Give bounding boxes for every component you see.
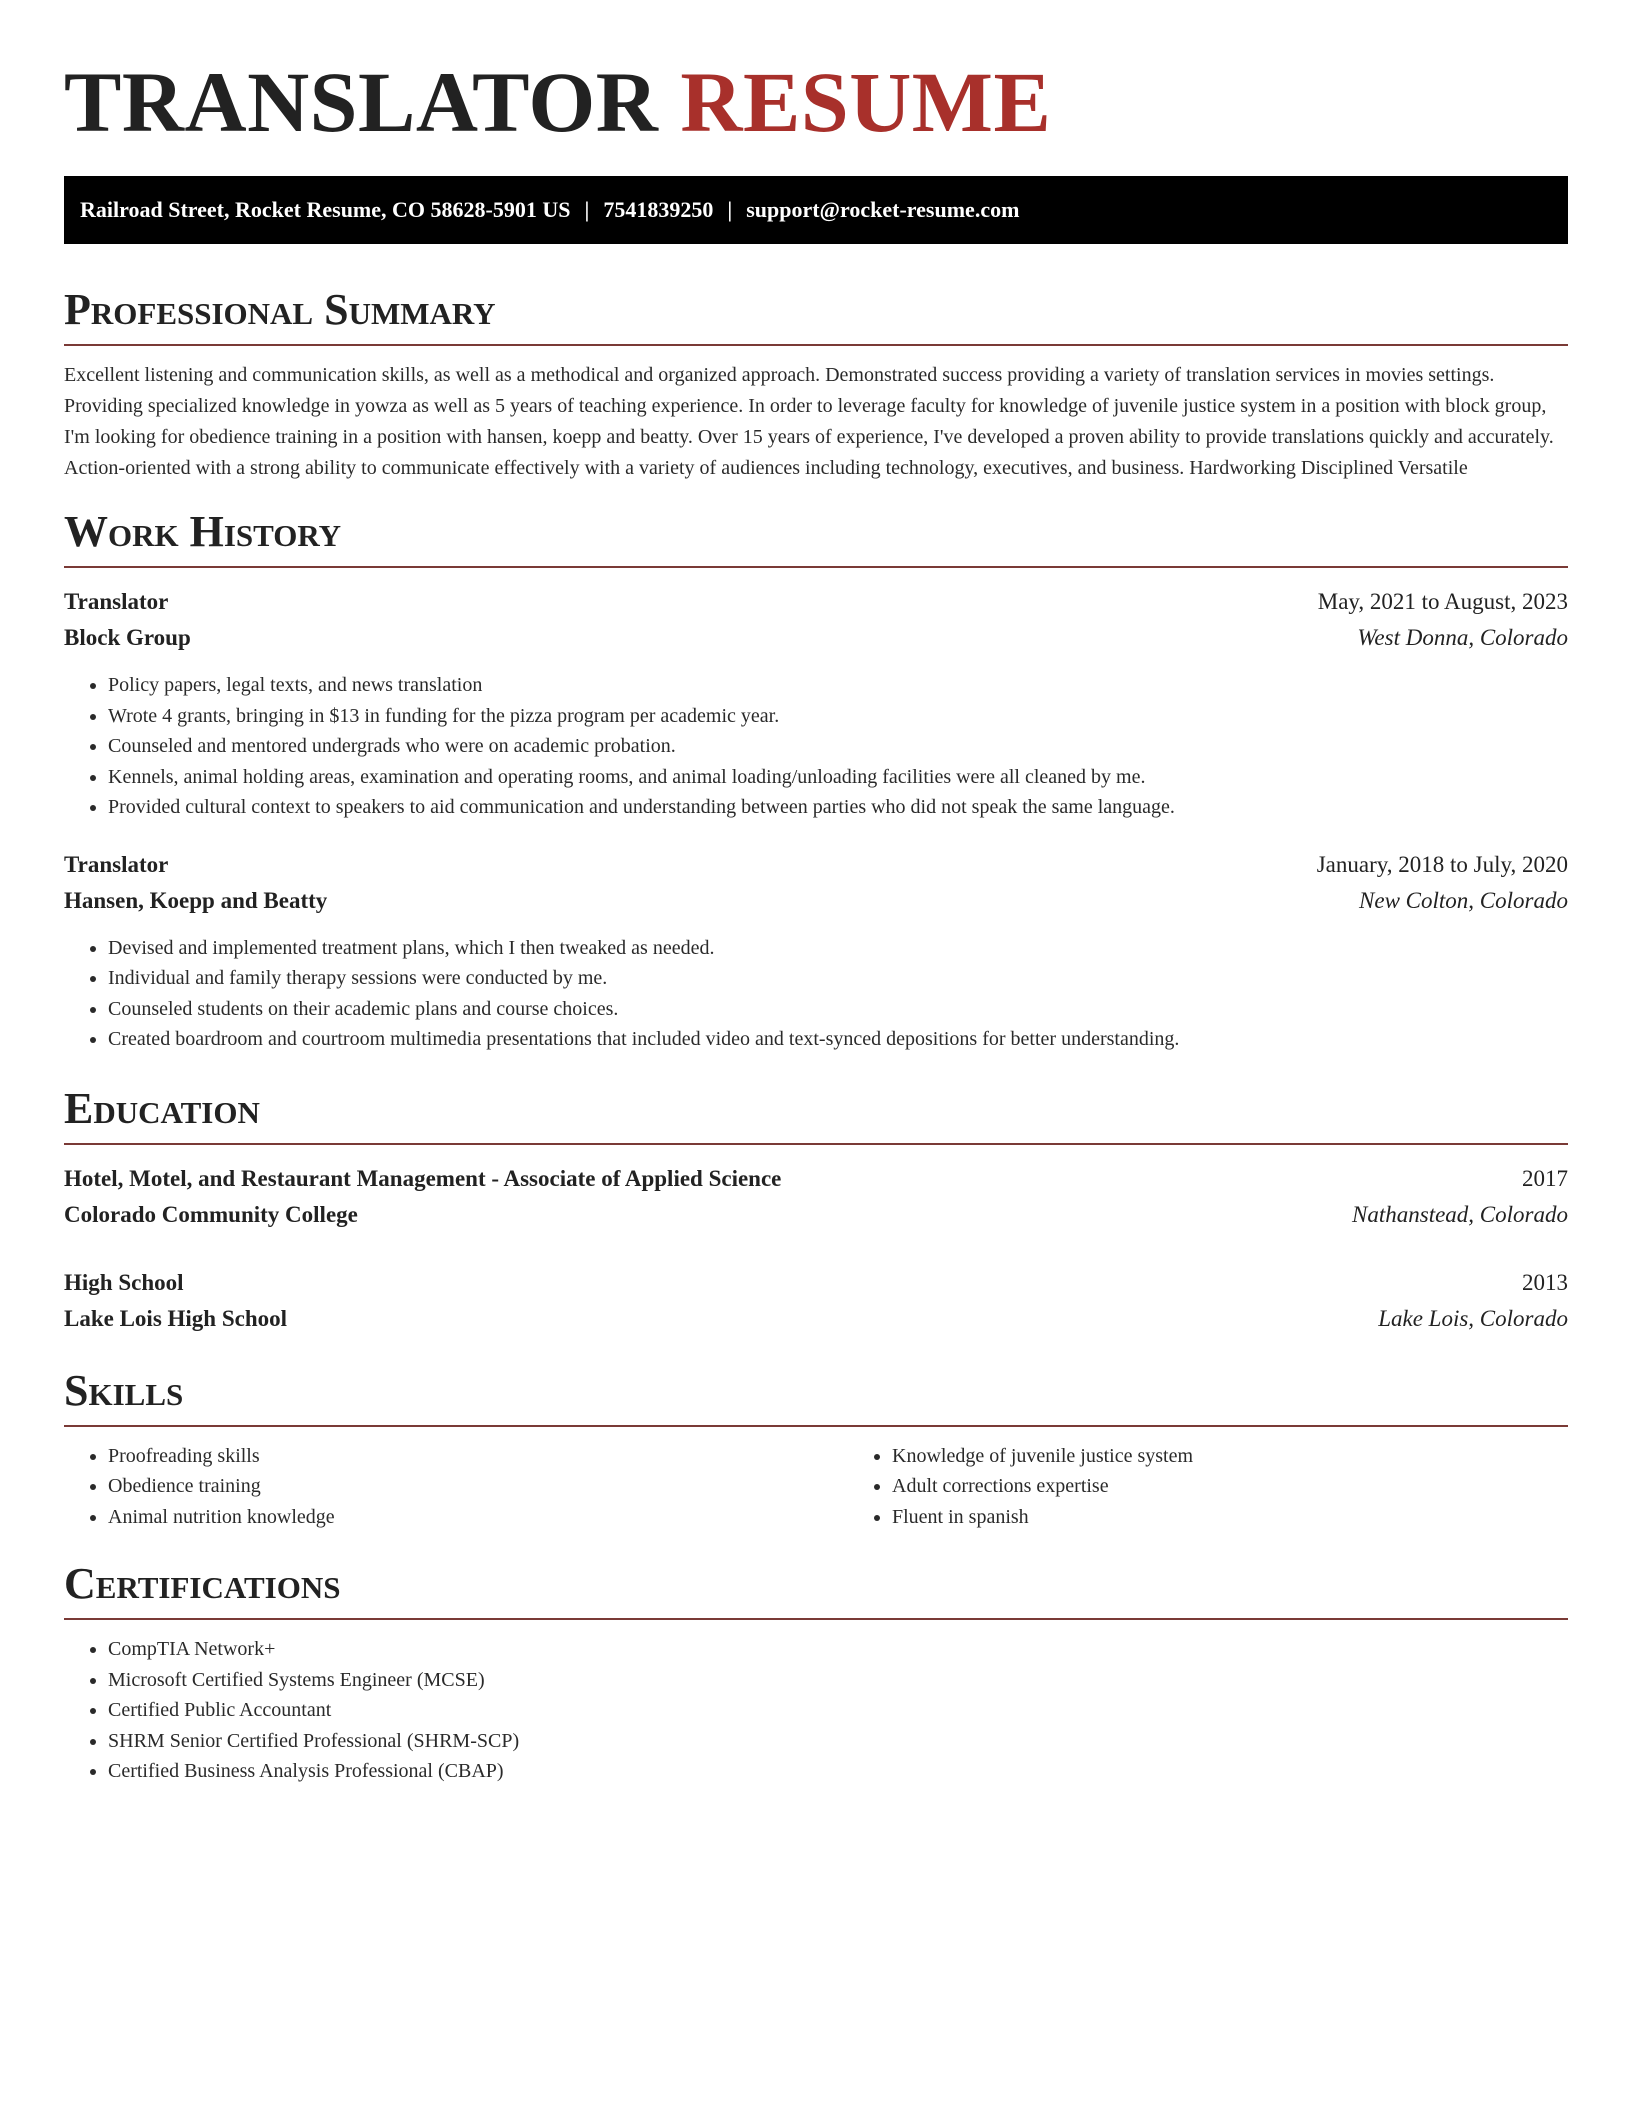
list-item: • Counseled students on their academic plans and course choices. xyxy=(108,994,1568,1025)
work-history-section xyxy=(64,506,1568,1055)
job-location: West Donna, Colorado xyxy=(1357,625,1568,650)
list-item: • SHRM Senior Certified Professional (SHRM-SCP) xyxy=(108,1726,1568,1757)
contact-phone[interactable]: 7541839250 xyxy=(603,197,714,222)
list-item: • Obedience training xyxy=(108,1471,848,1502)
job-company-row xyxy=(64,883,1568,919)
job-dates: May, 2021 to August, 2023 xyxy=(1317,589,1568,614)
school-location: Nathanstead, Colorado xyxy=(1352,1201,1568,1227)
resume-title xyxy=(64,0,1568,152)
skills-heading: Skills xyxy=(64,1365,1568,1427)
degree-year: 2013 xyxy=(1522,1269,1568,1295)
list-item: • Microsoft Certified Systems Engineer (MCSE) xyxy=(108,1665,1568,1696)
certifications-list xyxy=(64,1634,1568,1787)
degree-row xyxy=(64,1161,1568,1197)
contact-address: Railroad Street, Rocket Resume, CO 58628-5901 US xyxy=(80,197,571,222)
education-heading: Education xyxy=(64,1083,1568,1145)
degree-year: 2017 xyxy=(1522,1165,1568,1191)
resume-page xyxy=(64,0,1568,1787)
school-location: Lake Lois, Colorado xyxy=(1378,1305,1568,1331)
job-title: Translator xyxy=(64,851,169,877)
school-name: Lake Lois High School xyxy=(64,1305,288,1331)
job-company-row xyxy=(64,620,1568,656)
summary-heading: Professional Summary xyxy=(64,284,1568,346)
list-item: • Fluent in spanish xyxy=(892,1502,1632,1533)
contact-bar xyxy=(64,176,1568,244)
education-entry xyxy=(64,1161,1568,1233)
title-main: TRANSLATOR xyxy=(64,54,659,150)
job-entry xyxy=(64,584,1568,823)
list-item: • Certified Business Analysis Professional (CBAP) xyxy=(108,1756,1568,1787)
skills-right-list xyxy=(848,1441,1632,1533)
list-item: • CompTIA Network+ xyxy=(108,1634,1568,1665)
list-item: • Counseled and mentored undergrads who were on academic probation. xyxy=(108,731,1568,762)
skills-section xyxy=(64,1365,1568,1533)
job-company: Hansen, Koepp and Beatty xyxy=(64,887,328,913)
degree-name: High School xyxy=(64,1269,184,1295)
education-entry xyxy=(64,1265,1568,1337)
contact-separator: | xyxy=(584,197,590,222)
school-row xyxy=(64,1301,1568,1337)
job-entry xyxy=(64,847,1568,1055)
list-item: • Animal nutrition knowledge xyxy=(108,1502,848,1533)
summary-section xyxy=(64,284,1568,484)
title-accent: RESUME xyxy=(680,54,1052,150)
job-bullets xyxy=(64,670,1568,823)
work-history-heading: Work History xyxy=(64,506,1568,568)
job-title-row xyxy=(64,847,1568,883)
list-item: • Adult corrections expertise xyxy=(892,1471,1632,1502)
contact-separator: | xyxy=(727,197,733,222)
job-bullets xyxy=(64,933,1568,1055)
job-dates: January, 2018 to July, 2020 xyxy=(1316,851,1568,877)
job-title: Translator xyxy=(64,589,169,614)
degree-row xyxy=(64,1265,1568,1301)
education-section xyxy=(64,1083,1568,1337)
list-item: • Wrote 4 grants, bringing in $13 in funding for the pizza program per academic year. xyxy=(108,701,1568,732)
list-item: • Devised and implemented treatment plans, which I then tweaked as needed. xyxy=(108,933,1568,964)
skills-grid xyxy=(64,1441,1568,1533)
school-name: Colorado Community College xyxy=(64,1201,358,1227)
skills-left-list xyxy=(64,1441,848,1533)
list-item: • Proofreading skills xyxy=(108,1441,848,1472)
job-company: Block Group xyxy=(64,625,191,650)
list-item: • Certified Public Accountant xyxy=(108,1695,1568,1726)
list-item: • Individual and family therapy sessions were conducted by me. xyxy=(108,963,1568,994)
degree-name: Hotel, Motel, and Restaurant Management - Associate of Applied Science xyxy=(64,1165,782,1191)
certifications-section xyxy=(64,1558,1568,1787)
contact-email[interactable]: support@rocket-resume.com xyxy=(746,197,1020,222)
summary-text: Excellent listening and communication skills, as well as a methodical and organized approach. Demonstrated success providing a variety of translation services in movies settings. Providing specialized knowledge in yowza as well as 5 years of teaching experience. In order to leverage faculty for knowledge of juvenile justice system in a position with block group, I'm looking for obedience training in a position with hansen, koepp and beatty. Over 15 years of experience, I've developed a proven ability to provide translations quickly and accurately. Action-oriented with a strong ability to communicate effectively with a variety of audiences including technology, executives, and business. Hardworking Disciplined Versatile xyxy=(64,364,1554,479)
list-item: • Provided cultural context to speakers to aid communication and understanding between parties who did not speak the same language. xyxy=(108,792,1568,823)
list-item: • Policy papers, legal texts, and news translation xyxy=(108,670,1568,701)
list-item: • Kennels, animal holding areas, examination and operating rooms, and animal loading/unloading facilities were all cleaned by me. xyxy=(108,762,1568,793)
list-item: • Knowledge of juvenile justice system xyxy=(892,1441,1632,1472)
job-location: New Colton, Colorado xyxy=(1359,887,1568,913)
job-title-row xyxy=(64,584,1568,620)
certifications-heading: Certifications xyxy=(64,1558,1568,1620)
school-row xyxy=(64,1197,1568,1233)
list-item: • Created boardroom and courtroom multimedia presentations that included video and text-synced depositions for better understanding. xyxy=(108,1024,1568,1055)
